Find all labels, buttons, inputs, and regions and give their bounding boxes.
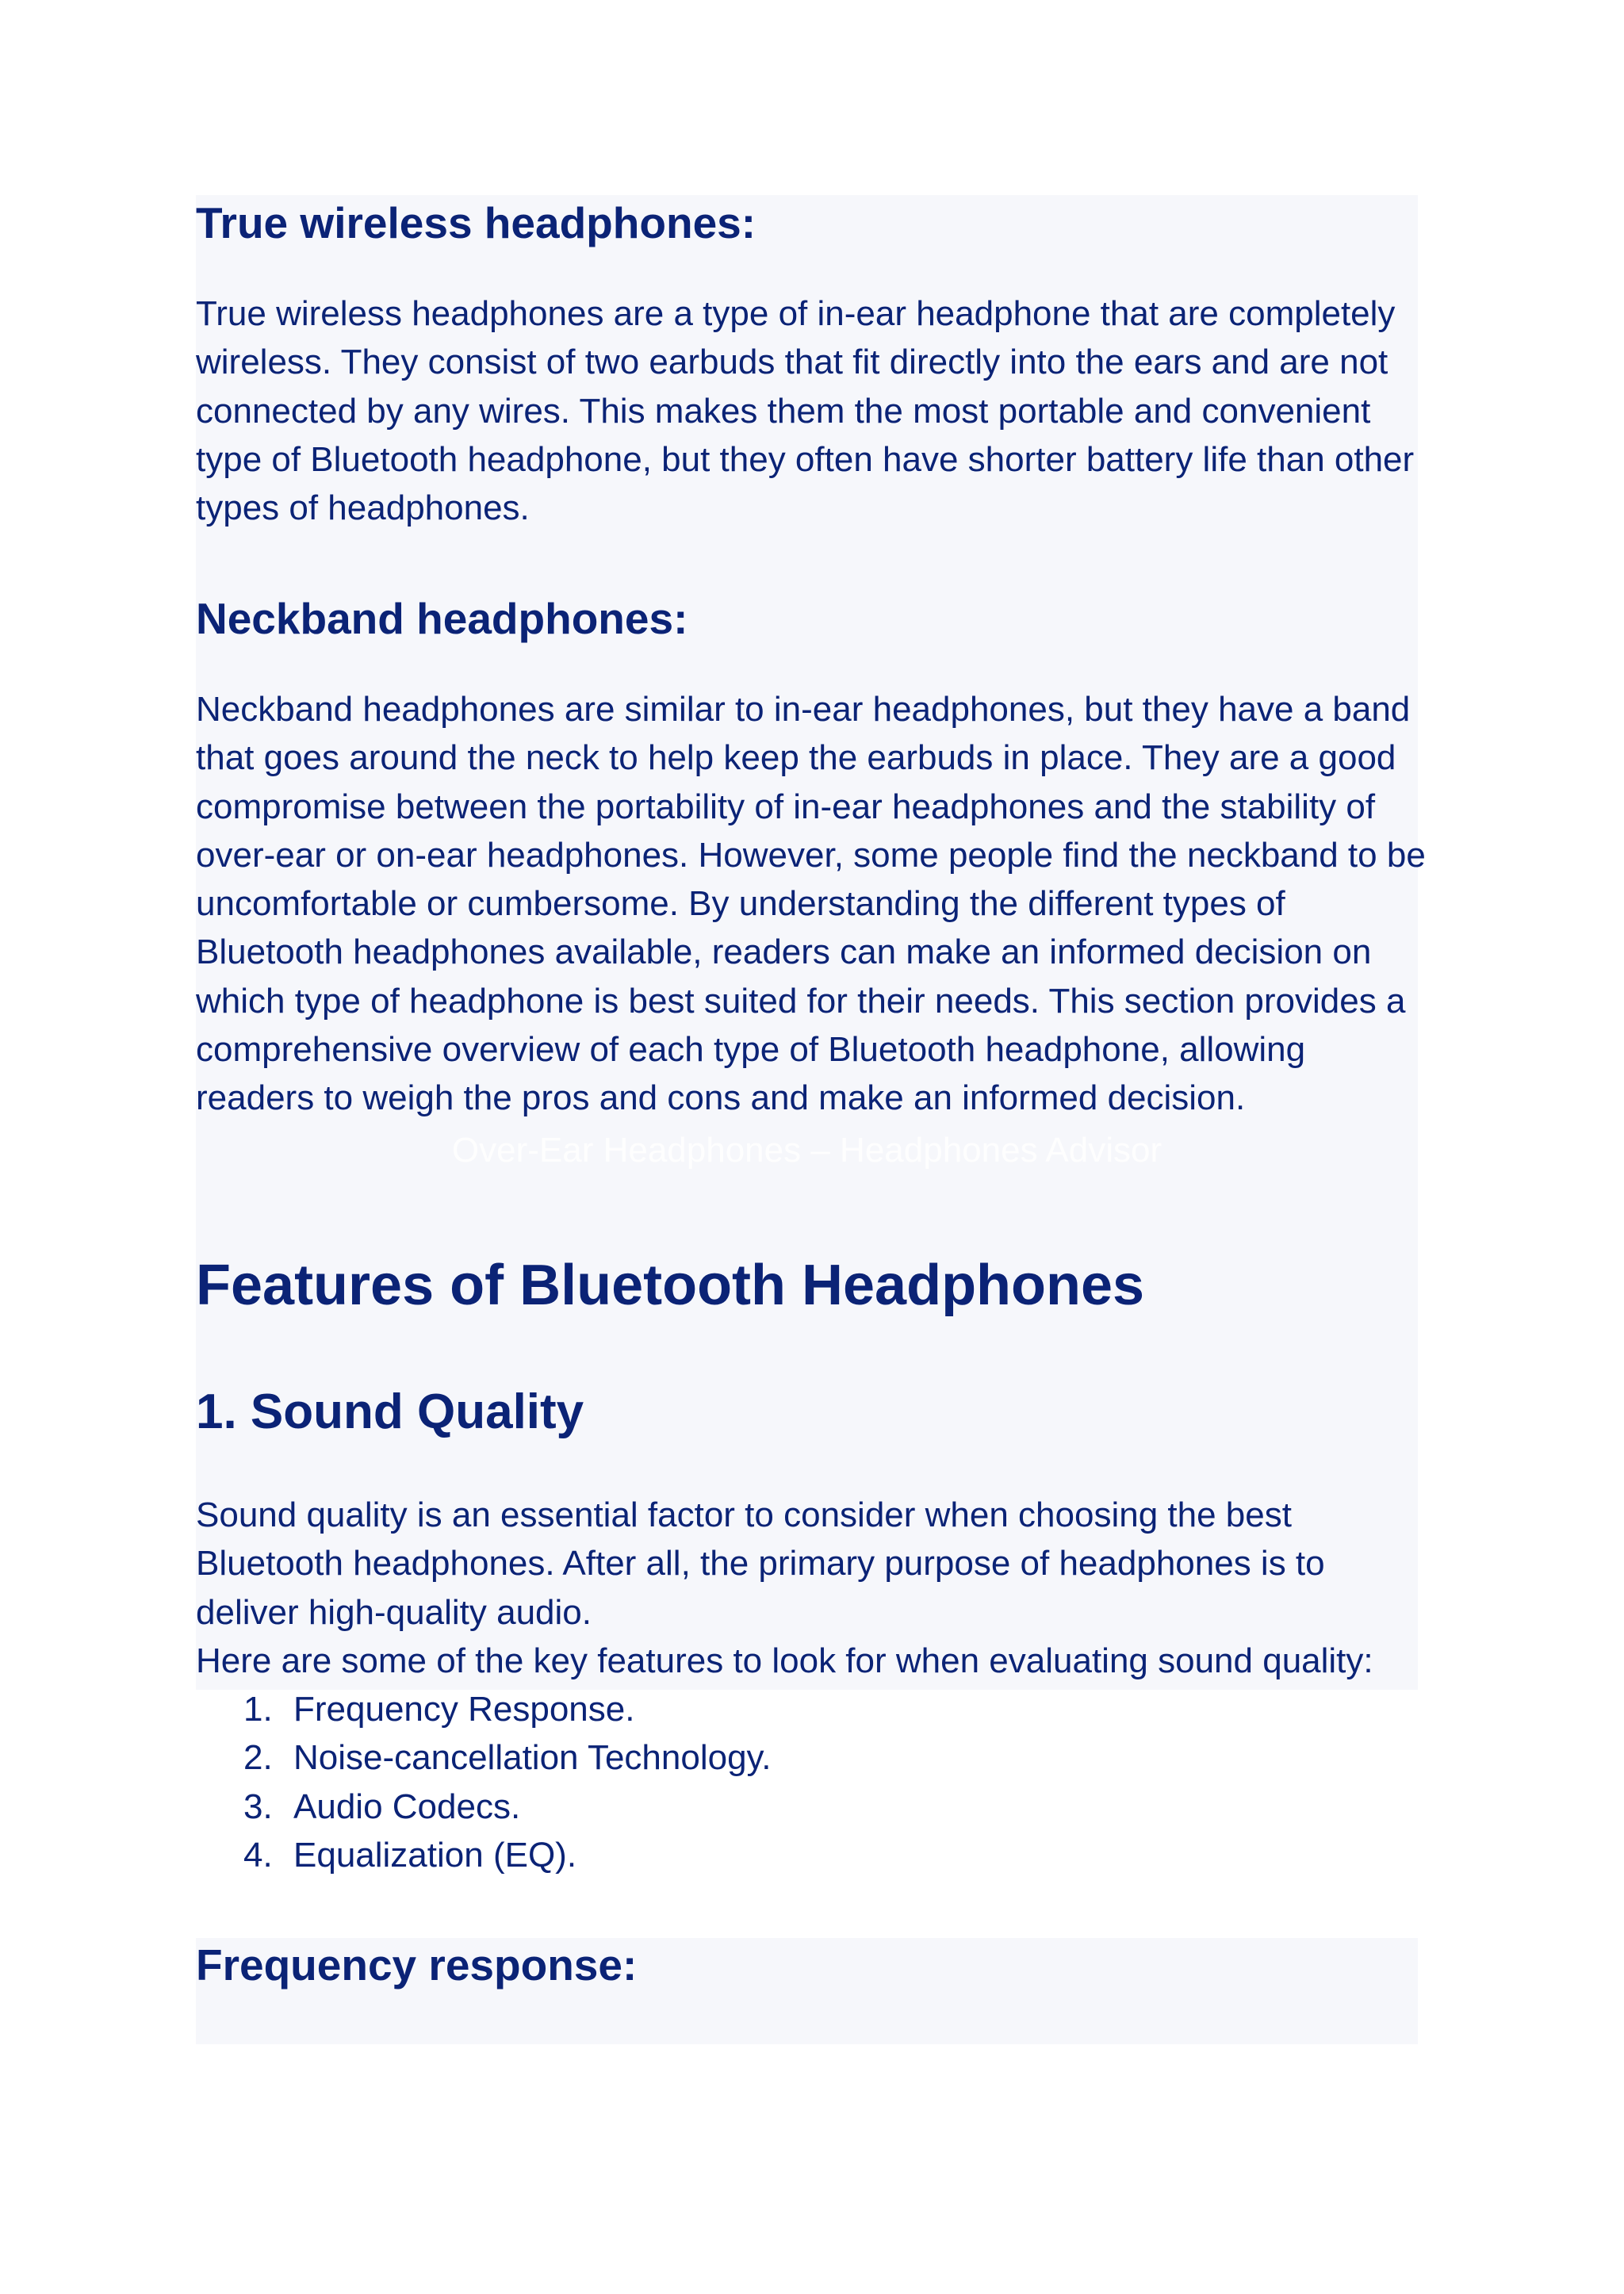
list-item xyxy=(196,1783,772,1831)
sound-quality-intro: Here are some of the key features to look for when evaluating sound quality: xyxy=(196,1641,1373,1680)
list-item-number: 3. xyxy=(243,1787,273,1826)
features-heading: Features of Bluetooth Headphones xyxy=(196,1254,1145,1317)
neckband-heading: Neckband headphones: xyxy=(196,594,688,643)
list-item xyxy=(196,1685,772,1733)
list-item-text: Noise-cancellation Technology. xyxy=(293,1738,772,1778)
sound-quality-features-list xyxy=(196,1685,772,1879)
list-item-text: Equalization (EQ). xyxy=(293,1835,577,1875)
true-wireless-paragraph: True wireless headphones are a type of in-ear headphone that are completely wireless. They consist of two earbuds that fit directly into the ears and are not connected by any wires. This makes them the most portable and convenient type of Bluetooth headphone, but they often have shorter battery life than other types of headphones. xyxy=(196,294,1415,528)
image-caption: Over-Ear Headphones – Headphones Advisor xyxy=(451,1131,1162,1170)
frequency-response-heading: Frequency response: xyxy=(196,1940,638,1990)
list-item-text: Frequency Response. xyxy=(293,1690,635,1729)
neckband-paragraph: Neckband headphones are similar to in-ear headphones, but they have a band that goes around the neck to help keep the earbuds in place. They are a good compromise between the portability of in-ear headphones and the stability of over-ear or on-ear headphones. However, some people find the neckband to be uncomfortable or cumbersome. By understanding the different types of Bluetooth headphones available, readers can make an informed decision on which type of headphone is best suited for their needs. This section provides a comprehensive overview of each type of Bluetooth headphone, allowing readers to weigh the pros and cons and make an informed decision. xyxy=(196,690,1426,1118)
list-item-text: Audio Codecs. xyxy=(293,1787,521,1826)
list-item-number: 1. xyxy=(243,1690,273,1729)
true-wireless-heading: True wireless headphones: xyxy=(196,198,756,247)
list-item-number: 4. xyxy=(243,1835,273,1875)
list-item-number: 2. xyxy=(243,1738,273,1778)
sound-quality-heading: 1. Sound Quality xyxy=(196,1384,584,1439)
list-item xyxy=(196,1733,772,1782)
list-item xyxy=(196,1831,772,1879)
sound-quality-paragraph: Sound quality is an essential factor to consider when choosing the best Bluetooth headphones. After all, the primary purpose of headphones is to deliver high-quality audio. xyxy=(196,1496,1325,1632)
